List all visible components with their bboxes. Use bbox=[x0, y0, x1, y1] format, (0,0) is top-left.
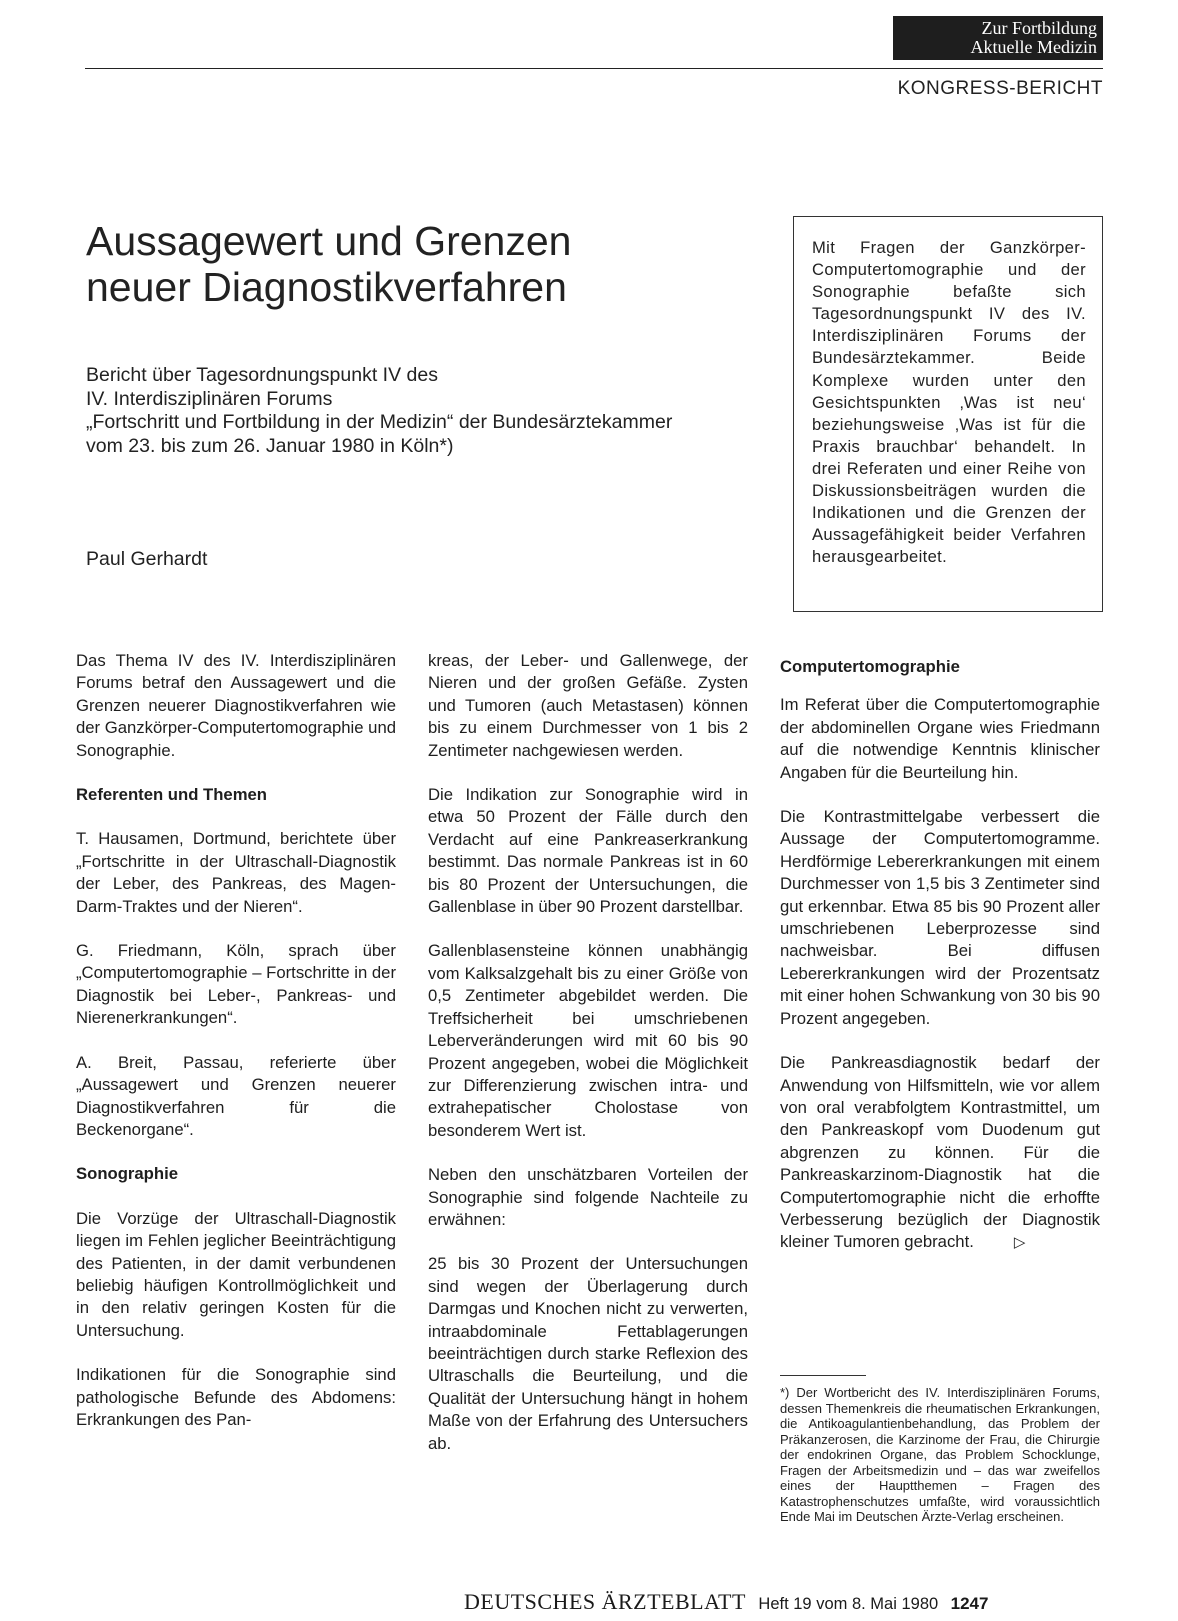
abstract-box bbox=[793, 216, 1103, 612]
header-rule bbox=[85, 68, 1103, 69]
paragraph: Neben den unschätzbaren Vorteilen der Sonographie sind folgende Nachteile zu erwähnen: bbox=[428, 1165, 748, 1229]
abstract-text: Mit Fragen der Ganzkörper-Computertomographie und der Sonographie befaßte sich Tagesordnungspunkt IV des IV. Interdisziplinären Forums der Bundesärztekammer. Beide Komplexe wurden unter den Gesichtspunkten ‚Was ist neu‘ beziehungsweise ‚Was ist für die Praxis brauchbar‘ behandelt. In drei Referaten und einer Reihe von Diskussionsbeiträgen wurden die Indikationen und die Grenzen der Aussagefähigkeit beider Verfahren herausgearbeitet. bbox=[812, 238, 1086, 567]
subtitle-line-2: IV. Interdisziplinären Forums bbox=[86, 387, 333, 410]
section-label: KONGRESS-BERICHT bbox=[897, 78, 1103, 99]
continue-arrow-icon: ▷ bbox=[1013, 1234, 1026, 1252]
paragraph: Das Thema IV des IV. Interdisziplinären Forums betraf den Aussagewert und die Grenzen neuerer Diagnostikverfahren wie der Ganzkörper-Computertomographie und Sonographie. bbox=[76, 651, 397, 760]
paragraph: 25 bis 30 Prozent der Untersuchungen sind wegen der Überlagerung durch Darmgas und Knochen nicht zu verwerten, intraabdominale Fettablagerungen beeinträchtigen durch starke Reflexion des Ultraschalls die Beurteilung, und die Qualität der Untersuchung hängt in hohem Maße von der Erfahrung des Untersuchers ab. bbox=[428, 1254, 748, 1453]
column-2 bbox=[428, 650, 748, 1477]
issue-info: Heft 19 vom 8. Mai 1980 bbox=[758, 1595, 939, 1613]
footnote: *) Der Wortbericht des IV. Interdisziplinären Forums, dessen Themenkreis die rheumatischen Erkrankungen, die Antikoagulantienbehandlung, das Problem der Präkanzerosen, die Karzinome der Frau, die Chirurgie der endokrinen Organe, das Problem Schocklunge, Fragen der Arbeitsmedizin und – das war zweifellos eines der Hauptthemen – Fragen des Katastrophenschutzes umfaßte, wird voraussichtlich Ende Mai im Deutschen Ärzte-Verlag erscheinen. bbox=[780, 1385, 1100, 1524]
column-1 bbox=[76, 650, 396, 1453]
paragraph: A. Breit, Passau, referierte über „Aussagewert und Grenzen neuerer Diagnostikverfahren für die Beckenorgane“. bbox=[76, 1052, 396, 1139]
paragraph-text: Die Pankreasdiagnostik bedarf der Anwendung von Hilfsmitteln, wie vor allem von oral verabfolgtem Kontrastmittel, um den Pankreaskopf vom Duodenum gut abgrenzen zu können. Für die Pankreaskarzinom-Diagnostik hat die Computertomographie nicht die erhoffte Verbesserung bezüglich der Diagnostik kleiner Tumoren gebracht. bbox=[780, 1053, 1100, 1252]
subtitle-line-3: „Fortschritt und Fortbildung in der Medizin“ der Bundesärztekammer bbox=[86, 411, 673, 433]
column-3 bbox=[780, 656, 1100, 1277]
paragraph bbox=[780, 1052, 1100, 1255]
paragraph: Im Referat über die Computertomographie der abdominellen Organe wies Friedmann auf die notwendige Kenntnis klinischer Angaben für die Beurteilung hin. bbox=[780, 695, 1100, 782]
footnote-rule bbox=[780, 1375, 866, 1376]
section-badge bbox=[893, 16, 1103, 60]
page-number: 1247 bbox=[950, 1594, 989, 1613]
paragraph: G. Friedmann, Köln, sprach über „Computertomographie – Fortschritte in der Diagnostik bei Leber-, Pankreas- und Nierenerkrankungen“. bbox=[76, 941, 396, 1028]
section-heading-sonographie: Sonographie bbox=[76, 1164, 178, 1184]
title-line-2: neuer Diagnostikverfahren bbox=[86, 264, 567, 310]
title-line-1: Aussagewert und Grenzen bbox=[86, 218, 572, 264]
journal-name: DEUTSCHES ÄRZTEBLATT bbox=[464, 1589, 746, 1614]
paragraph: Indikationen für die Sonographie sind pathologische Befunde des Abdomens: Erkrankungen des Pan- bbox=[76, 1365, 396, 1429]
paragraph: T. Hausamen, Dortmund, berichtete über „Fortschritte in der Ultraschall-Diagnostik der Leber, des Pankreas, des Magen-Darm-Traktes und der Nieren“. bbox=[76, 829, 396, 916]
paragraph: Die Indikation zur Sonographie wird in etwa 50 Prozent der Fälle durch den Verdacht auf eine Pankreaserkrankung bestimmt. Das normale Pankreas ist in 60 bis 80 Prozent der Untersuchungen, die Gallenblase in über 90 Prozent darstellbar. bbox=[428, 785, 748, 917]
subtitle-line-4: vom 23. bis zum 26. Januar 1980 in Köln*) bbox=[86, 434, 454, 457]
paragraph: Die Vorzüge der Ultraschall-Diagnostik liegen im Fehlen jeglicher Beeinträchtigung des Patienten, in der damit verbundenen beliebig häufigen Kontrollmöglichkeit und in den relativ geringen Kosten für die Untersuchung. bbox=[76, 1208, 396, 1340]
subtitle-line-1: Bericht über Tagesordnungspunkt IV des bbox=[86, 364, 438, 386]
badge-line-2: Aktuelle Medizin bbox=[970, 37, 1097, 57]
section-heading-computertomographie: Computertomographie bbox=[780, 657, 960, 676]
paragraph: Die Kontrastmittelgabe verbessert die Aussage der Computertomogramme. Herdförmige Lebererkrankungen mit einem Durchmesser von 1,5 bis 3 Zentimeter sind gut erkennbar. Etwa 85 bis 90 Prozent aller umschriebenen Leberprozesse sind nachweisbar. Bei diffusen Lebererkrankungen wird der Prozentsatz mit einer hohen Schwankung von 30 bis 90 Prozent angegeben. bbox=[780, 807, 1100, 1028]
page-footer bbox=[464, 1589, 988, 1615]
author-name: Paul Gerhardt bbox=[86, 548, 208, 570]
article-subtitle bbox=[86, 364, 776, 458]
paragraph: kreas, der Leber- und Gallenwege, der Nieren und der großen Gefäße. Zysten und Tumoren (auch Metastasen) können bis zu einem Durchmesser von 1 bis 2 Zentimeter nachgewiesen werden. bbox=[428, 651, 748, 760]
article-title bbox=[86, 218, 726, 310]
section-heading-referenten: Referenten und Themen bbox=[76, 785, 268, 805]
paragraph: Gallenblasensteine können unabhängig vom Kalksalzgehalt bis zu einer Größe von 0,5 Zentimeter abgebildet werden. Die Treffsicherheit bei umschriebenen Leberveränderungen wird mit 60 bis 90 Prozent angegeben, wobei die Möglichkeit zur Differenzierung zwischen intra- und extrahepatischer Cholostase von besonderem Wert ist. bbox=[428, 941, 748, 1140]
badge-line-1: Zur Fortbildung bbox=[981, 18, 1097, 38]
